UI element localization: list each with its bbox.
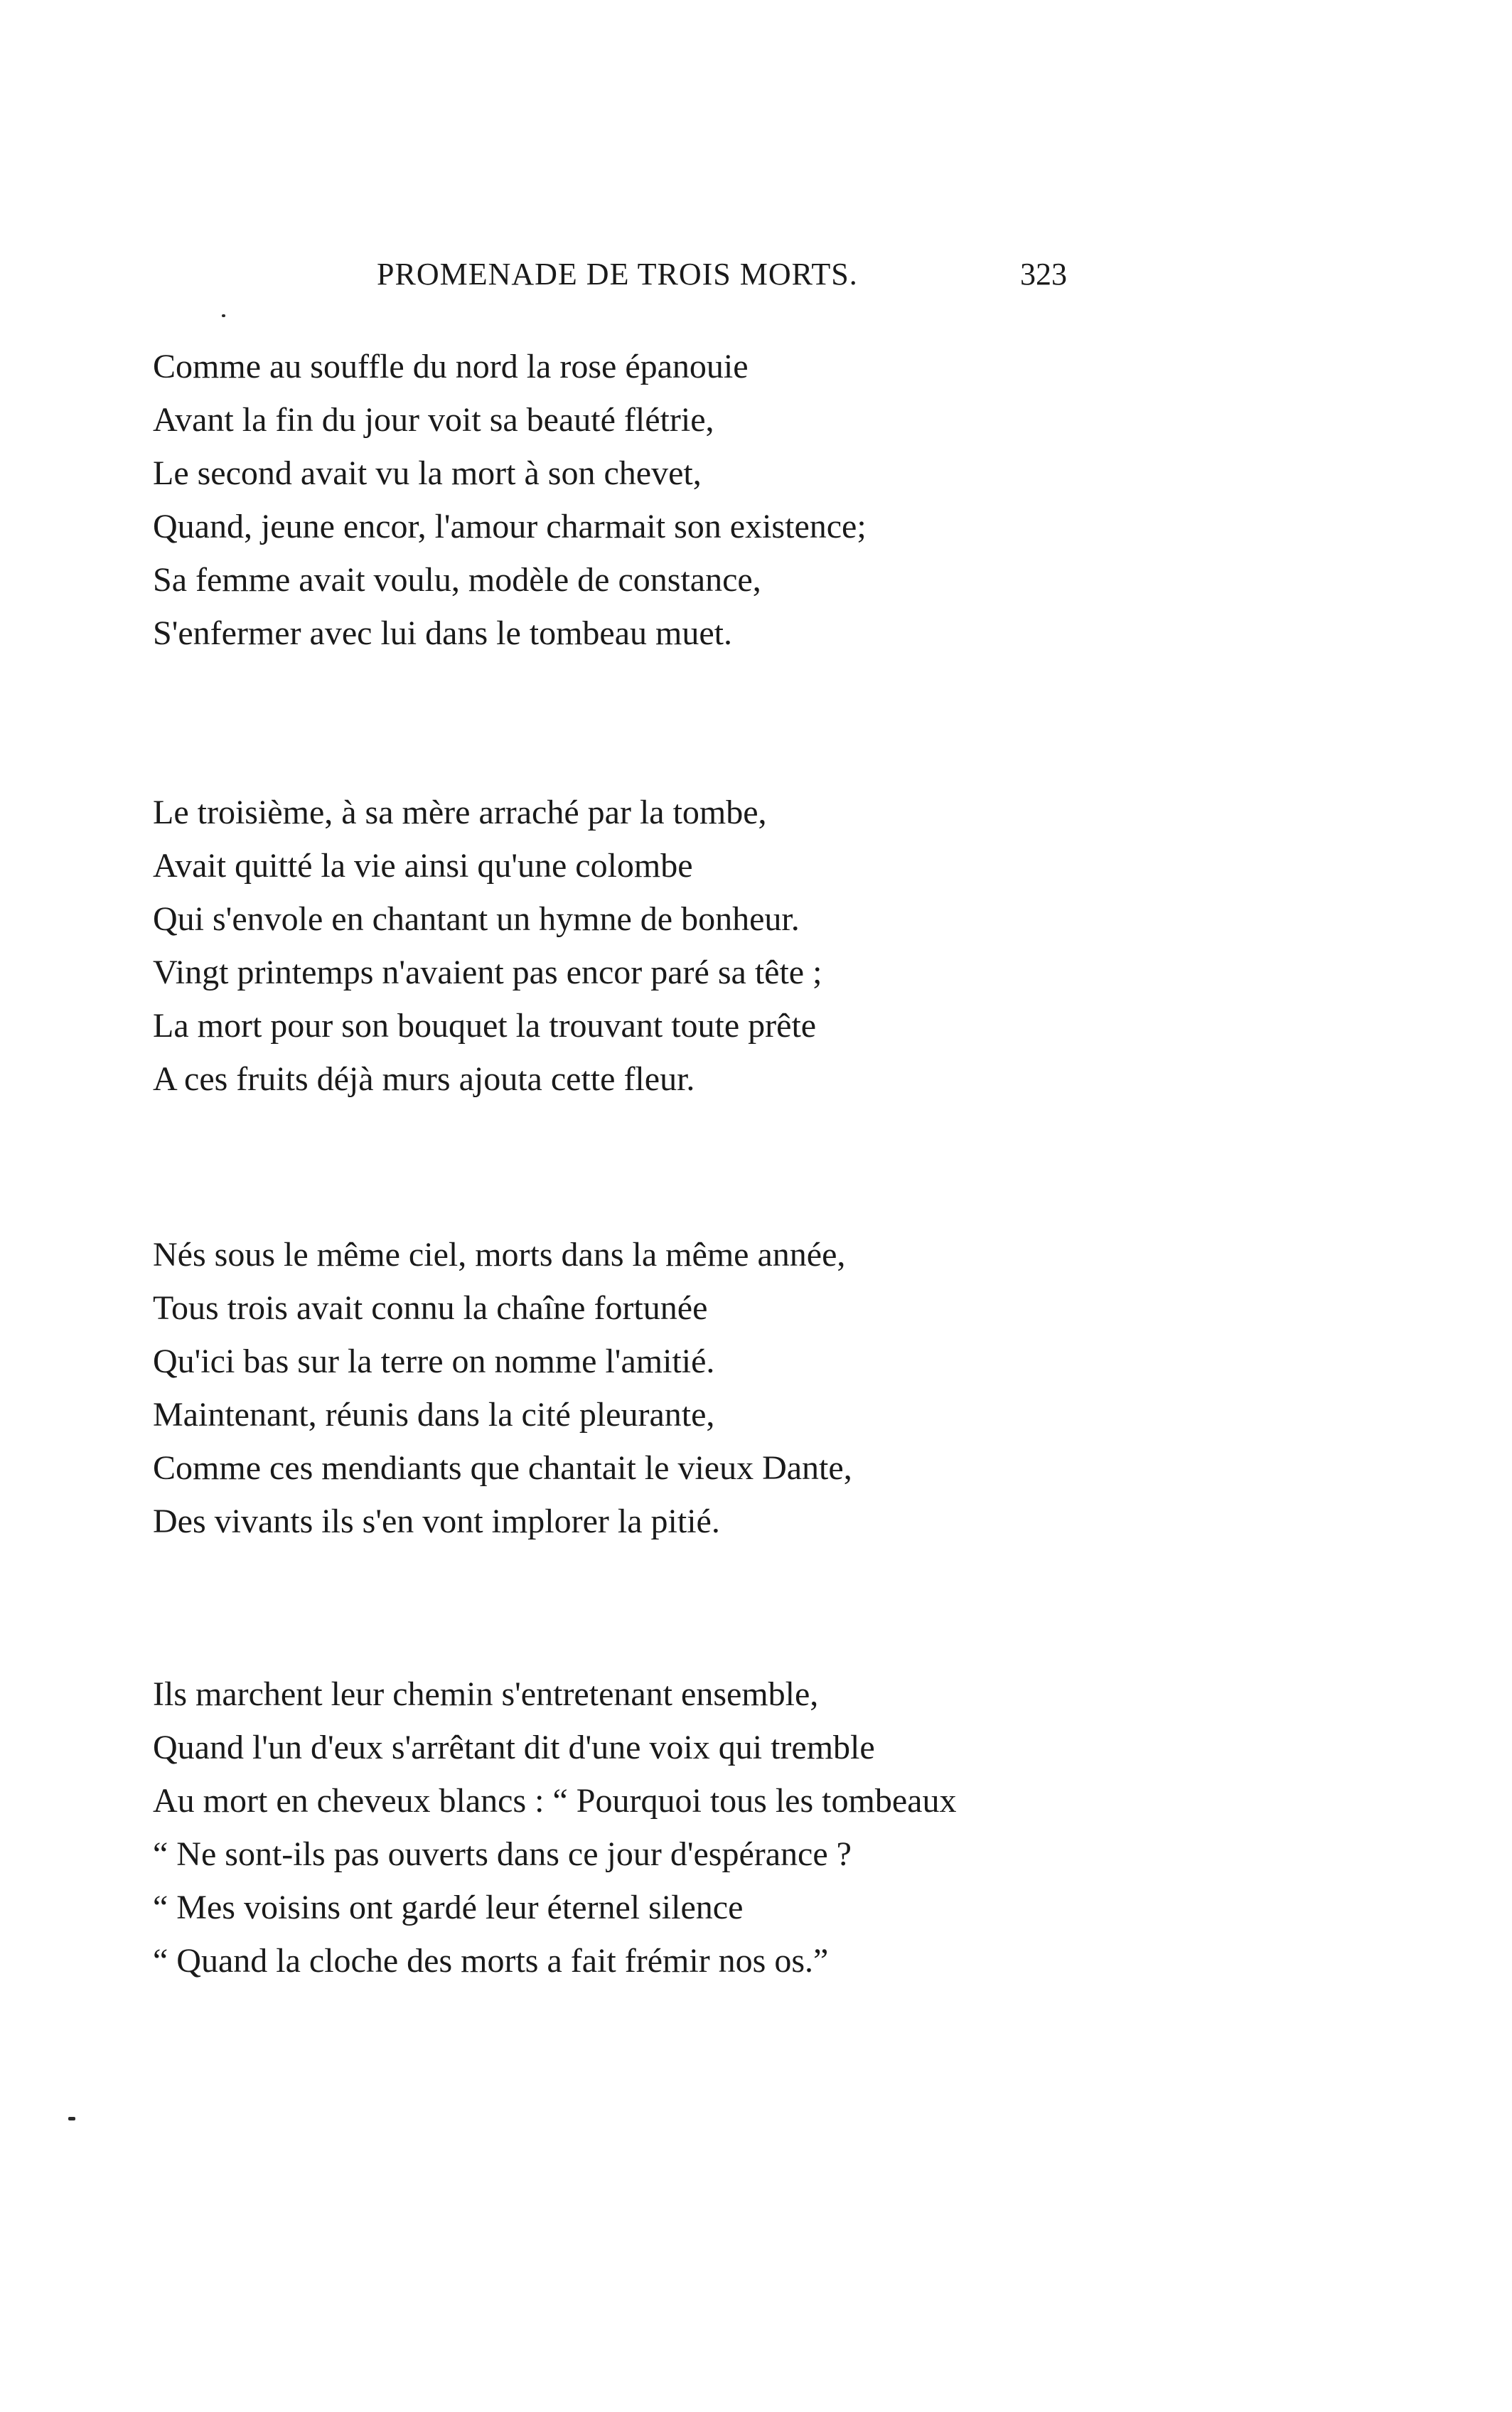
verse-line: Qu'ici bas sur la terre on nomme l'amitié.: [153, 1343, 715, 1380]
verse-line: Quand l'un d'eux s'arrêtant dit d'une voix qui tremble: [153, 1729, 875, 1766]
verse-line: Vingt printemps n'avaient pas encor paré sa tête ;: [153, 954, 822, 991]
stanza: [153, 340, 1098, 660]
verse-line: S'enfermer avec lui dans le tombeau muet.: [153, 614, 733, 652]
verse-line: Sa femme avait voulu, modèle de constance,: [153, 561, 761, 599]
verse-line: “ Quand la cloche des morts a fait frémir nos os.”: [153, 1942, 829, 1980]
print-speck: [68, 2117, 75, 2120]
print-speck: [222, 314, 225, 317]
stanza: [153, 1667, 1098, 1987]
verse-line: Maintenant, réunis dans la cité pleurante,: [153, 1396, 715, 1434]
verse-line: A ces fruits déjà murs ajouta cette fleur.: [153, 1060, 695, 1098]
verse-line: “ Mes voisins ont gardé leur éternel silence: [153, 1889, 744, 1926]
verse-line: Nés sous le même ciel, morts dans la même année,: [153, 1236, 846, 1274]
verse-line: Ils marchent leur chemin s'entretenant ensemble,: [153, 1675, 819, 1713]
verse-line: La mort pour son bouquet la trouvant toute prête: [153, 1007, 817, 1045]
verse-line: Tous trois avait connu la chaîne fortunée: [153, 1289, 708, 1327]
verse-line: Comme ces mendiants que chantait le vieux Dante,: [153, 1449, 852, 1487]
verse-line: Au mort en cheveux blancs : “ Pourquoi tous les tombeaux: [153, 1782, 957, 1820]
verse-line: Le troisième, à sa mère arraché par la tombe,: [153, 794, 767, 831]
verse-line: Avait quitté la vie ainsi qu'une colombe: [153, 847, 693, 885]
verse-line: Comme au souffle du nord la rose épanouie: [153, 348, 749, 385]
running-head: PROMENADE DE TROIS MORTS.: [377, 257, 858, 292]
stanza: [153, 786, 1098, 1106]
verse-line: Le second avait vu la mort à son chevet,: [153, 454, 702, 492]
verse-line: Des vivants ils s'en vont implorer la pitié.: [153, 1503, 720, 1540]
verse-line: Quand, jeune encor, l'amour charmait son existence;: [153, 508, 867, 545]
stanza: [153, 1228, 1098, 1548]
verse-line: Qui s'envole en chantant un hymne de bonheur.: [153, 900, 800, 938]
page-number: 323: [1020, 257, 1067, 292]
verse-line: “ Ne sont-ils pas ouverts dans ce jour d'espérance ?: [153, 1835, 852, 1873]
verse-line: Avant la fin du jour voit sa beauté flétrie,: [153, 401, 714, 439]
